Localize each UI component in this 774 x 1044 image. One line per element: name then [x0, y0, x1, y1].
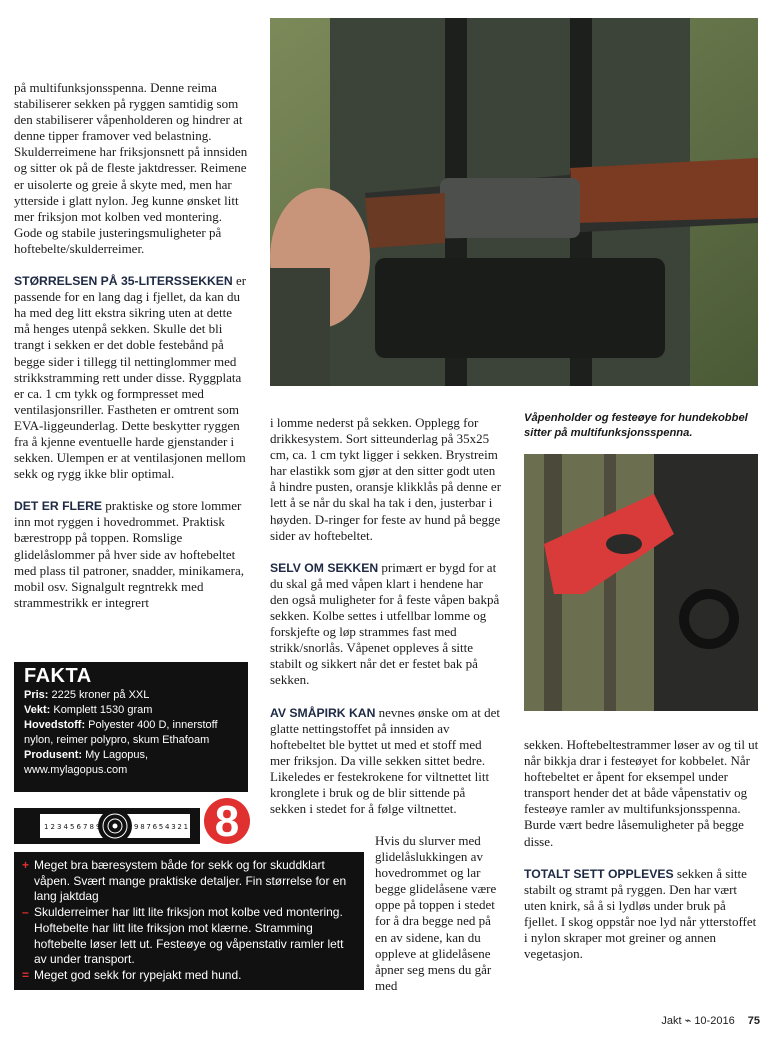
target-ring-number: 4 [165, 823, 170, 831]
lead-in: TOTALT SETT OPPLEVES [524, 866, 674, 881]
verdict-plus [22, 858, 354, 905]
lead-in: STØRRELSEN PÅ 35-LITERSSEKKEN [14, 274, 233, 289]
target-ring-number: 3 [57, 823, 62, 831]
target-ring-number: 6 [152, 823, 158, 831]
fact-value: My Lagopus, [82, 749, 149, 761]
fact-url: www.mylagopus.com [24, 764, 128, 776]
paragraph-text: på multifunksjonsspenna. Denne reima stabiliserer sekken på ryggen samtidig som den stabiliserer våpenholderen og hindrer at denne tipper framover ved belastning. Skulderreimene har friksjonsnett på innsiden og sitter ok på de fleste jaktdresser. Reimene er uisolerte og greie å skyte med, men har ytterside i glatt nylon. Jeg kunne ønsket litt mer friksjon mot kolben ved montering. Gode og stabile justeringsmuligheter på hoftebelte/skulderreimer. [14, 80, 248, 256]
lead-in: DET ER FLERE [14, 499, 103, 514]
paragraph-text: sekken å sitte stabilt og stramt på ryggen. Den har vært uten knirk, så å si lydløs under bruk på fjellet. I skog oppstår noe lyd når ytterstoffet i nylon skraper mot greiner og annen vegetasjon. [524, 865, 757, 962]
verdict-minus [22, 905, 354, 968]
fact-value: Polyester 400 D, innerstoff nylon, reimer polypro, skum Ethafoam [24, 719, 218, 746]
paragraph [14, 80, 250, 257]
paragraph-text: sekken. Hoftebeltestrammer løser av og til ut når bikkja drar i festeøyet for kobbelet. Når hoftebeltet er åpent for eksempel under transport hender det at både våpenstativ og festeøye ramler av multifunksjonsspenna. Burde vært bedre låsemuligheter på begge disse. [524, 737, 759, 849]
minus-icon: – [22, 905, 29, 920]
article-column-2-continued [375, 833, 499, 1010]
target-ring-number: 8 [89, 823, 94, 831]
fact-label: Vekt: [24, 704, 51, 716]
target-ring-number: 9 [134, 823, 139, 831]
paragraph [270, 560, 504, 689]
equals-icon: = [22, 967, 30, 982]
target-ring-number: 1 [183, 823, 189, 831]
paragraph [270, 415, 504, 544]
target-rating-strip [14, 808, 200, 844]
article-column-1 [14, 80, 250, 627]
fact-label: Pris: [24, 689, 49, 701]
article-column-3 [524, 737, 760, 978]
lead-in: SELV OM SEKKEN [270, 560, 379, 575]
target-ring-number: 9 [96, 823, 101, 831]
target-ring-number: 6 [76, 823, 81, 831]
fact-weight [24, 703, 238, 718]
issue-number: 10-2016 [694, 1015, 735, 1027]
score-badge [200, 794, 250, 848]
rifle-photo-illustration [270, 18, 758, 386]
verdict-text: Meget bra bæresystem både for sekk og for skuddklart våpen. Svært mange praktiske detaljer. Fin størrelse for en lang jaktdag [34, 858, 347, 904]
target-ring-number: 5 [70, 823, 75, 831]
target-ring-number: 3 [171, 823, 176, 831]
paragraph-text: Hvis du slurver med glidelåslukkingen av hovedrommet og lar begge glidelåsene være oppe på toppen i stedet for å dra begge ned på en av sidene, kan du oppleve at glidelåsene åpner seg mens du går med [375, 833, 497, 993]
fact-box-title: FAKTA [24, 665, 92, 687]
paragraph-text: nevnes ønske om at det glatte nettingstoffet på innsiden av hoftebeltet ble byttet ut med et stoff med mer friksjon. Da ville sekken sittet bedre. Likeledes er festekrokene for viltnettet litt kronglete i bruk og de blir sittende på sekken i stedet for å følge viltnettet. [270, 704, 500, 817]
fact-producer [24, 748, 238, 763]
lead-in: AV SMÅPIRK KAN [270, 705, 376, 720]
paragraph [14, 273, 250, 482]
paragraph-text: i lomme nederst på sekken. Opplegg for drikkesystem. Sort sitteunderlag på 35x25 cm, ca. 1 cm tykt ligger i sekken. Brystreim har elastikk som gjør at den sitter godt uten å hindre pusten, oransje klikklås på denne er lett å se når du skal ha tak i den, justerbar i høyden. D-ringer for feste av hund på begge sider av hoftebeltet. [270, 415, 502, 543]
fact-label: Hovedstoff: [24, 719, 86, 731]
verdict-text: Meget god sekk for rypejakt med hund. [34, 967, 242, 982]
paragraph-text: er passende for en lang dag i fjellet, da kan du ha med deg litt ekstra sikring uten at dette må henges utenpå sekken. Skulle det bli trangt i sekken er det doble festebånd på begge sider i tillegg til nettinglommer med strikkstramming rett under disse. Ryggplata er ca. 1 cm tykk og formpresset med ventilasjonsriller. Fastheten er omtrent som EVA-liggeunderlag. Dette beskytter ryggen fra å kjenne eventuelle harde gjenstander i sekken. Ulempen er at ventilasjonen mellom sekk og rygg ikke blir optimal. [14, 273, 247, 482]
verdict-summary [22, 967, 354, 984]
verdict-text: Skulderreimer har litt lite friksjon mot kolbe ved montering. Hoftebelte har litt lite friksjon mot klærne. Stramming hoftebelte løser lett ut. Festeøye og våpenstativ ramler lett av under transport. [34, 905, 344, 967]
target-ring-number: 4 [63, 823, 68, 831]
paragraph [375, 833, 499, 994]
target-ring-number: 1 [44, 823, 49, 831]
fact-value: Komplett 1530 gram [50, 704, 153, 716]
page-number: 75 [747, 1015, 760, 1027]
article-column-2 [270, 415, 504, 833]
plus-icon: + [22, 858, 30, 872]
score-value: 8 [214, 797, 240, 846]
fact-price [24, 688, 238, 703]
paragraph-text: primært er bygd for at du skal gå med våpen klart i hendene har den også muligheter for å feste våpen bakpå sekken. Kolbe settes i utfellbar lomme og forskjefte og løp strammes fast med strikk/snorlås. Våpenet oppleves å sitte stabilt og sikkert når det er festet bak på sekken. [270, 559, 500, 688]
page-footer [661, 1014, 760, 1027]
target-ring-number: 5 [158, 823, 164, 831]
fact-box [14, 662, 248, 792]
verdict-box [14, 852, 364, 990]
holder-photo-illustration [524, 454, 758, 711]
target-ring-number: 7 [146, 823, 151, 831]
fact-value: 2225 kroner på XXL [48, 689, 150, 701]
photo-caption: Våpenholder og festeøye for hundekobbel sitter på multifunksjonsspenna. [524, 412, 748, 439]
rifle-photo [270, 18, 758, 386]
target-ring-number: 8 [140, 823, 145, 831]
target-ring-number: 7 [83, 823, 88, 831]
paragraph [270, 705, 504, 818]
paragraph [524, 737, 760, 850]
holder-photo [524, 454, 758, 711]
target-ring-number: 2 [177, 823, 182, 831]
target-ring-number: 2 [50, 823, 55, 831]
fact-material [24, 718, 238, 748]
score-badge-shape [200, 794, 250, 848]
rifle-icon: ⌁ [684, 1015, 692, 1027]
target-icon [14, 808, 200, 844]
fact-label: Produsent: [24, 749, 83, 761]
paragraph [14, 498, 250, 611]
paragraph-text: praktiske og store lommer inn mot ryggen i hovedrommet. Praktisk bærestropp på toppen. Romslige glidelåslommer på hver side av hoftebeltet med plass til patroner, snadder, minikamera, mobil osv. Signalgult regntrekk med strammestrikk er integrert [14, 498, 245, 610]
magazine-name: Jakt [661, 1015, 682, 1027]
paragraph [524, 866, 760, 963]
